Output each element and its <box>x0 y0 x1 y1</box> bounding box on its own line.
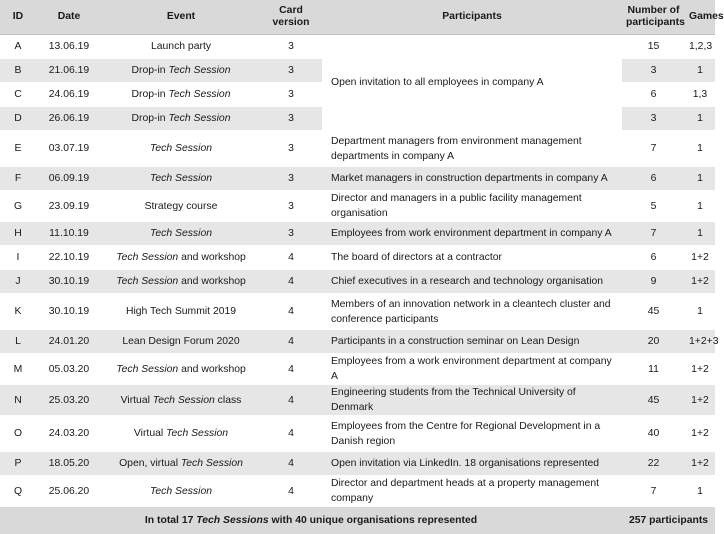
cell-number: 40 <box>622 416 685 452</box>
event-text: Tech Session <box>150 228 212 239</box>
header-row <box>0 0 715 35</box>
footer-text-post: with 40 unique organisations represented <box>269 515 477 526</box>
cell-id: P <box>0 452 36 476</box>
cell-participants: Participants in a construction seminar on Lean Design <box>322 330 622 354</box>
event-text: High Tech Summit 2019 <box>126 306 236 317</box>
cell-event <box>102 107 260 131</box>
table-row <box>0 452 715 476</box>
cell-number: 45 <box>622 294 685 330</box>
cell-card-version: 3 <box>260 83 322 107</box>
event-text: Tech Session <box>166 428 228 439</box>
cell-event <box>102 416 260 452</box>
cell-participants: Open invitation via LinkedIn. 18 organisations represented <box>322 452 622 476</box>
event-text: Tech Session <box>116 276 178 287</box>
event-text: Tech Session <box>150 143 212 154</box>
header-games: Games <box>685 0 715 35</box>
cell-games: 1+2 <box>685 452 715 476</box>
cell-event <box>102 222 260 246</box>
event-text: and workshop <box>178 364 246 375</box>
cell-event <box>102 330 260 354</box>
cell-number: 6 <box>622 246 685 270</box>
cell-number: 7 <box>622 131 685 167</box>
event-text: class <box>215 395 242 406</box>
cell-date: 03.07.19 <box>36 131 102 167</box>
cell-id: K <box>0 294 36 330</box>
cell-participants: Department managers from environment management departments in company A <box>322 131 622 167</box>
cell-number: 3 <box>622 59 685 83</box>
cell-date: 23.09.19 <box>36 191 102 222</box>
cell-participants: Market managers in construction departments in company A <box>322 167 622 191</box>
cell-id: N <box>0 385 36 416</box>
cell-id: J <box>0 270 36 294</box>
footer-summary <box>0 507 622 534</box>
cell-games: 1 <box>685 107 715 131</box>
cell-participants: Chief executives in a research and technology organisation <box>322 270 622 294</box>
event-text: and workshop <box>178 276 246 287</box>
cell-event <box>102 246 260 270</box>
event-text: Tech Session <box>168 65 230 76</box>
cell-participants: Employees from work environment department in company A <box>322 222 622 246</box>
cell-participants: Director and department heads at a property management company <box>322 476 622 507</box>
cell-id: F <box>0 167 36 191</box>
event-text: Launch party <box>151 41 211 52</box>
footer-row <box>0 507 715 534</box>
cell-games: 1+2 <box>685 416 715 452</box>
cell-date: 30.10.19 <box>36 294 102 330</box>
cell-date: 13.06.19 <box>36 35 102 59</box>
cell-date: 25.06.20 <box>36 476 102 507</box>
event-text: Lean Design Forum 2020 <box>122 336 239 347</box>
table-row <box>0 476 715 507</box>
cell-participants: The board of directors at a contractor <box>322 246 622 270</box>
cell-card-version: 4 <box>260 416 322 452</box>
cell-games: 1 <box>685 294 715 330</box>
event-text: Tech Session <box>168 89 230 100</box>
cell-card-version: 4 <box>260 270 322 294</box>
cell-card-version: 4 <box>260 452 322 476</box>
cell-card-version: 3 <box>260 191 322 222</box>
event-text: Open, virtual <box>119 458 181 469</box>
cell-date: 24.01.20 <box>36 330 102 354</box>
cell-games: 1+2+3 <box>685 330 715 354</box>
cell-event <box>102 354 260 385</box>
cell-participants: Members of an innovation network in a cleantech cluster and conference participants <box>322 294 622 330</box>
header-number-of-participants: Number of participants <box>622 0 685 35</box>
cell-card-version: 4 <box>260 246 322 270</box>
cell-card-version: 3 <box>260 59 322 83</box>
footer-total: 257 participants <box>622 507 715 534</box>
cell-participants: Director and managers in a public facility management organisation <box>322 191 622 222</box>
header-date: Date <box>36 0 102 35</box>
cell-games: 1,2,3 <box>685 35 715 59</box>
cell-date: 18.05.20 <box>36 452 102 476</box>
cell-event <box>102 191 260 222</box>
event-text: Drop-in <box>132 65 169 76</box>
cell-date: 24.03.20 <box>36 416 102 452</box>
cell-number: 15 <box>622 35 685 59</box>
event-text: Tech Session <box>150 486 212 497</box>
table-row <box>0 222 715 246</box>
cell-id: Q <box>0 476 36 507</box>
cell-card-version: 3 <box>260 131 322 167</box>
cell-id: D <box>0 107 36 131</box>
cell-games: 1 <box>685 167 715 191</box>
table-row <box>0 167 715 191</box>
cell-participants: Employees from the Centre for Regional Development in a Danish region <box>322 416 622 452</box>
cell-number: 11 <box>622 354 685 385</box>
cell-event <box>102 35 260 59</box>
cell-event <box>102 294 260 330</box>
event-text: Virtual <box>121 395 153 406</box>
cell-number: 45 <box>622 385 685 416</box>
cell-event <box>102 59 260 83</box>
event-text: Tech Session <box>153 395 215 406</box>
event-text: Virtual <box>134 428 166 439</box>
cell-participants: Employees from a work environment department at company A <box>322 354 622 385</box>
cell-number: 20 <box>622 330 685 354</box>
cell-number: 7 <box>622 476 685 507</box>
cell-event <box>102 476 260 507</box>
cell-games: 1+2 <box>685 246 715 270</box>
cell-participants-merged: Open invitation to all employees in company A <box>322 35 622 131</box>
cell-card-version: 4 <box>260 330 322 354</box>
event-text: and workshop <box>178 252 246 263</box>
table-row <box>0 385 715 416</box>
footer-text-pre: In total 17 <box>145 515 196 526</box>
cell-id: L <box>0 330 36 354</box>
event-text: Tech Session <box>150 173 212 184</box>
event-text: Tech Session <box>116 252 178 263</box>
table-row <box>0 330 715 354</box>
event-text: Drop-in <box>132 113 169 124</box>
cell-date: 05.03.20 <box>36 354 102 385</box>
table-row <box>0 35 715 59</box>
cell-games: 1+2 <box>685 270 715 294</box>
header-participants: Participants <box>322 0 622 35</box>
cell-id: G <box>0 191 36 222</box>
event-text: Strategy course <box>145 201 218 212</box>
cell-event <box>102 452 260 476</box>
cell-card-version: 3 <box>260 35 322 59</box>
cell-id: B <box>0 59 36 83</box>
cell-id: I <box>0 246 36 270</box>
cell-id: E <box>0 131 36 167</box>
table-row <box>0 246 715 270</box>
table-row <box>0 294 715 330</box>
cell-date: 06.09.19 <box>36 167 102 191</box>
cell-games: 1 <box>685 476 715 507</box>
event-text: Tech Session <box>116 364 178 375</box>
table-row <box>0 131 715 167</box>
cell-card-version: 4 <box>260 385 322 416</box>
table-row <box>0 191 715 222</box>
cell-card-version: 3 <box>260 107 322 131</box>
event-text: Drop-in <box>132 89 169 100</box>
cell-event <box>102 167 260 191</box>
cell-id: M <box>0 354 36 385</box>
cell-date: 11.10.19 <box>36 222 102 246</box>
cell-card-version: 4 <box>260 476 322 507</box>
cell-card-version: 3 <box>260 222 322 246</box>
cell-event <box>102 270 260 294</box>
cell-games: 1 <box>685 222 715 246</box>
cell-date: 26.06.19 <box>36 107 102 131</box>
cell-card-version: 4 <box>260 294 322 330</box>
table-row <box>0 270 715 294</box>
cell-id: H <box>0 222 36 246</box>
table-row <box>0 354 715 385</box>
cell-date: 25.03.20 <box>36 385 102 416</box>
cell-number: 6 <box>622 167 685 191</box>
header-event: Event <box>102 0 260 35</box>
event-text: Tech Session <box>181 458 243 469</box>
header-id: ID <box>0 0 36 35</box>
cell-games: 1+2 <box>685 354 715 385</box>
cell-date: 24.06.19 <box>36 83 102 107</box>
footer-text-italic: Tech Sessions <box>196 515 268 526</box>
cell-card-version: 3 <box>260 167 322 191</box>
cell-date: 22.10.19 <box>36 246 102 270</box>
cell-games: 1,3 <box>685 83 715 107</box>
cell-participants: Engineering students from the Technical University of Denmark <box>322 385 622 416</box>
cell-event <box>102 385 260 416</box>
cell-games: 1+2 <box>685 385 715 416</box>
cell-number: 7 <box>622 222 685 246</box>
cell-games: 1 <box>685 191 715 222</box>
cell-id: C <box>0 83 36 107</box>
cell-number: 9 <box>622 270 685 294</box>
header-card-version: Card version <box>260 0 322 35</box>
cell-id: O <box>0 416 36 452</box>
cell-event <box>102 83 260 107</box>
cell-number: 6 <box>622 83 685 107</box>
cell-number: 22 <box>622 452 685 476</box>
cell-games: 1 <box>685 59 715 83</box>
cell-number: 5 <box>622 191 685 222</box>
table-row <box>0 416 715 452</box>
cell-event <box>102 131 260 167</box>
cell-date: 21.06.19 <box>36 59 102 83</box>
cell-card-version: 4 <box>260 354 322 385</box>
cell-id: A <box>0 35 36 59</box>
event-text: Tech Session <box>168 113 230 124</box>
cell-number: 3 <box>622 107 685 131</box>
cell-games: 1 <box>685 131 715 167</box>
cell-date: 30.10.19 <box>36 270 102 294</box>
